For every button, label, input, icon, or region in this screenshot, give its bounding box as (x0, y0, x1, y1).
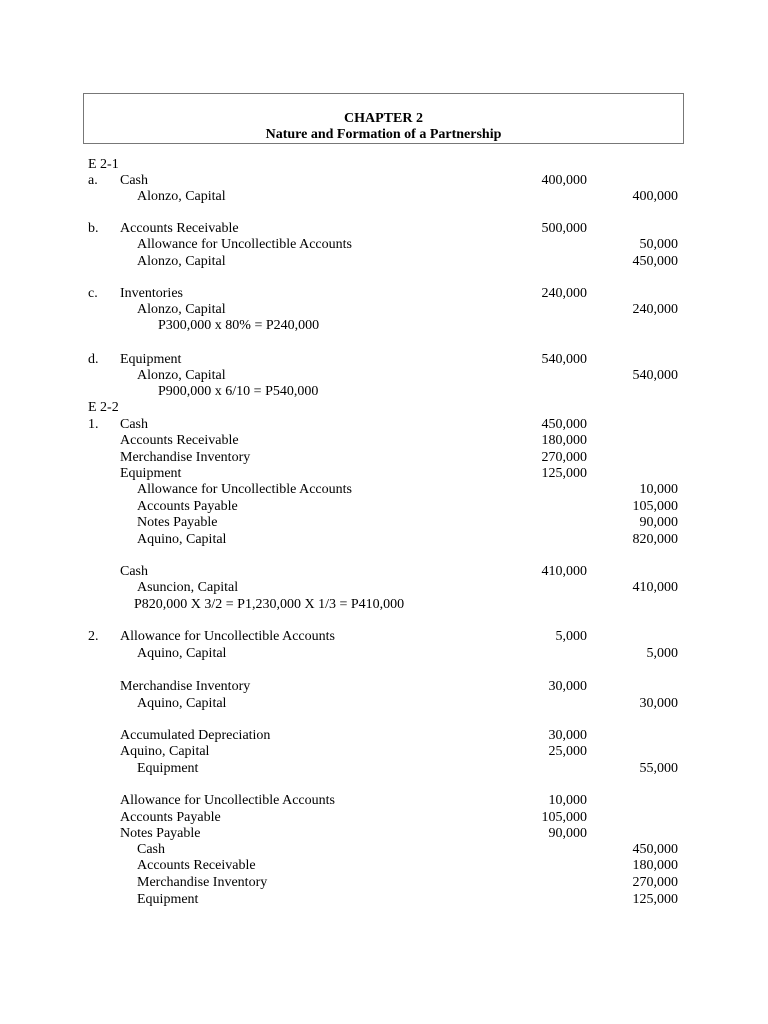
journal-line (0, 646, 768, 662)
debit-amount: 125,000 (541, 466, 587, 481)
journal-line (0, 629, 768, 645)
debit-amount: 30,000 (548, 679, 587, 694)
account-title: Allowance for Uncollectible Accounts (137, 482, 352, 497)
account-title: P300,000 x 80% = P240,000 (158, 318, 320, 333)
credit-amount: 450,000 (632, 254, 678, 269)
account-title: Cash (120, 173, 148, 188)
account-title: Cash (120, 564, 148, 579)
credit-amount: 50,000 (639, 237, 678, 252)
debit-amount: 270,000 (541, 450, 587, 465)
journal-line (0, 728, 768, 744)
credit-amount: 55,000 (639, 761, 678, 776)
exercise-heading: E 2-1 (88, 157, 119, 172)
account-title: Aquino, Capital (137, 532, 227, 547)
account-title: Equipment (137, 761, 199, 776)
chapter-number: CHAPTER 2 (344, 111, 423, 126)
debit-amount: 90,000 (548, 826, 587, 841)
credit-amount: 10,000 (639, 482, 678, 497)
credit-amount: 5,000 (646, 646, 678, 661)
journal-line (0, 597, 768, 613)
journal-line (0, 433, 768, 449)
account-title: Allowance for Uncollectible Accounts (120, 629, 335, 644)
account-title: Equipment (120, 352, 182, 367)
account-title: Accounts Receivable (137, 858, 256, 873)
account-title: Merchandise Inventory (120, 450, 251, 465)
account-title: Accounts Receivable (120, 433, 239, 448)
credit-amount: 90,000 (639, 515, 678, 530)
journal-line (0, 515, 768, 531)
account-title: Alonzo, Capital (137, 302, 226, 317)
journal-line (0, 679, 768, 695)
credit-amount: 540,000 (632, 368, 678, 383)
item-label: d. (88, 352, 99, 367)
journal-line (0, 384, 768, 400)
journal-line (0, 237, 768, 253)
account-title: Aquino, Capital (137, 646, 227, 661)
credit-amount: 30,000 (639, 696, 678, 711)
account-title: Equipment (120, 466, 182, 481)
account-title: Alonzo, Capital (137, 189, 226, 204)
journal-line (0, 532, 768, 548)
account-title: Alonzo, Capital (137, 254, 226, 269)
debit-amount: 5,000 (555, 629, 587, 644)
account-title: Cash (137, 842, 165, 857)
journal-line (0, 173, 768, 189)
account-title: Accounts Payable (120, 810, 221, 825)
debit-amount: 410,000 (541, 564, 587, 579)
journal-line (0, 761, 768, 777)
debit-amount: 500,000 (541, 221, 587, 236)
journal-line (0, 221, 768, 237)
journal-line (0, 450, 768, 466)
journal-line (0, 352, 768, 368)
account-title: Equipment (137, 892, 199, 907)
debit-amount: 30,000 (548, 728, 587, 743)
credit-amount: 125,000 (632, 892, 678, 907)
journal-line (0, 826, 768, 842)
item-label: b. (88, 221, 99, 236)
journal-line (0, 842, 768, 858)
account-title: Aquino, Capital (137, 696, 227, 711)
account-title: Inventories (120, 286, 183, 301)
account-title: Asuncion, Capital (137, 580, 239, 595)
account-title: Notes Payable (137, 515, 218, 530)
account-title: Merchandise Inventory (137, 875, 268, 890)
credit-amount: 400,000 (632, 189, 678, 204)
journal-line (0, 793, 768, 809)
debit-amount: 10,000 (548, 793, 587, 808)
journal-line (0, 744, 768, 760)
exercise-heading: E 2-2 (88, 400, 119, 415)
debit-amount: 240,000 (541, 286, 587, 301)
journal-line (0, 696, 768, 712)
account-title: Accounts Payable (137, 499, 238, 514)
account-title: Aquino, Capital (120, 744, 210, 759)
journal-line (0, 564, 768, 580)
debit-amount: 105,000 (541, 810, 587, 825)
credit-amount: 410,000 (632, 580, 678, 595)
debit-amount: 450,000 (541, 417, 587, 432)
journal-line (0, 499, 768, 515)
credit-amount: 105,000 (632, 499, 678, 514)
account-title: Accounts Receivable (120, 221, 239, 236)
journal-line (0, 254, 768, 270)
journal-line (0, 286, 768, 302)
account-title: P820,000 X 3/2 = P1,230,000 X 1/3 = P410,000 (134, 597, 405, 612)
debit-amount: 180,000 (541, 433, 587, 448)
account-title: Merchandise Inventory (120, 679, 251, 694)
credit-amount: 240,000 (632, 302, 678, 317)
journal-line (0, 466, 768, 482)
account-title: Cash (120, 417, 148, 432)
journal-line (0, 810, 768, 826)
exercise-heading-row (0, 400, 768, 416)
journal-line (0, 417, 768, 433)
chapter-title: Nature and Formation of a Partnership (265, 127, 502, 142)
account-title: P900,000 x 6/10 = P540,000 (158, 384, 319, 399)
item-label: a. (88, 173, 98, 188)
credit-amount: 450,000 (632, 842, 678, 857)
journal-line (0, 858, 768, 874)
exercise-heading-row (0, 157, 768, 173)
account-title: Notes Payable (120, 826, 201, 841)
account-title: Allowance for Uncollectible Accounts (120, 793, 335, 808)
account-title: Allowance for Uncollectible Accounts (137, 237, 352, 252)
account-title: Alonzo, Capital (137, 368, 226, 383)
journal-line (0, 302, 768, 318)
credit-amount: 180,000 (632, 858, 678, 873)
item-label: c. (88, 286, 98, 301)
journal-line (0, 892, 768, 908)
journal-line (0, 189, 768, 205)
credit-amount: 820,000 (632, 532, 678, 547)
journal-line (0, 482, 768, 498)
journal-line (0, 580, 768, 596)
debit-amount: 25,000 (548, 744, 587, 759)
journal-line (0, 368, 768, 384)
journal-line (0, 318, 768, 334)
journal-line (0, 875, 768, 891)
account-title: Accumulated Depreciation (120, 728, 271, 743)
debit-amount: 400,000 (541, 173, 587, 188)
debit-amount: 540,000 (541, 352, 587, 367)
item-label: 1. (88, 417, 99, 432)
item-label: 2. (88, 629, 99, 644)
credit-amount: 270,000 (632, 875, 678, 890)
